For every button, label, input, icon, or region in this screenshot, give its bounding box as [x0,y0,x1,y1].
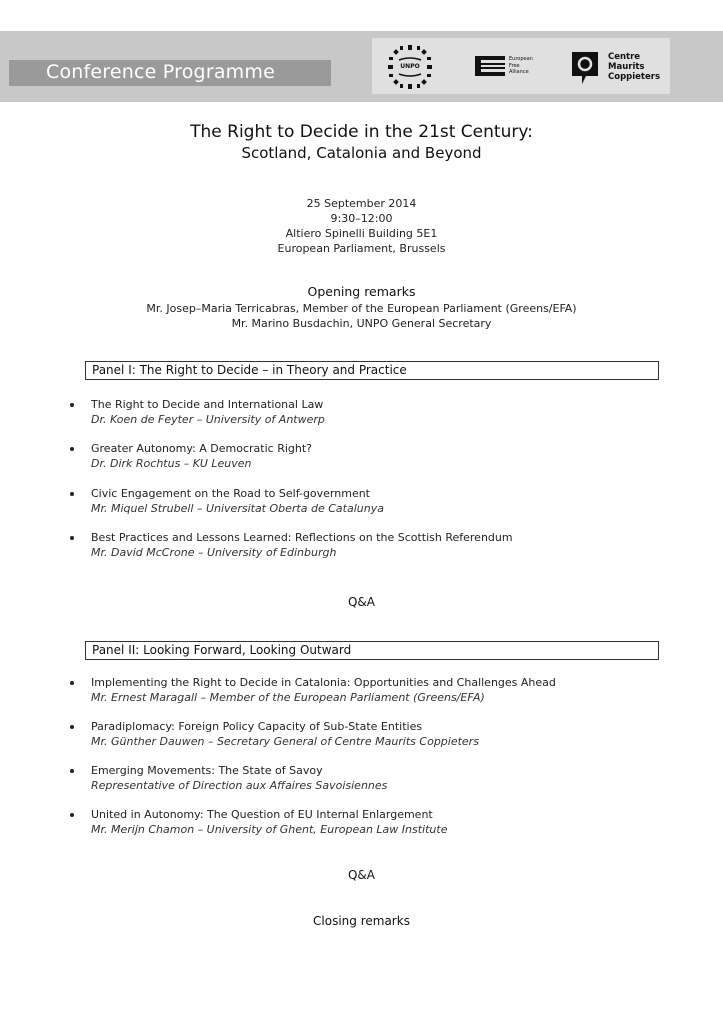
agenda-item-speaker: Mr. David McCrone – University of Edinburgh [91,546,337,559]
agenda-item-speaker: Mr. Günther Dauwen – Secretary General of Centre Maurits Coppieters [91,735,479,748]
bullet-icon [70,725,74,729]
event-building: Altiero Spinelli Building 5E1 [285,227,438,240]
agenda-item-speaker: Dr. Koen de Feyter – University of Antwerp [91,413,325,426]
bullet-icon [70,492,74,496]
bullet-icon [70,769,74,773]
cmc-logo-icon [572,50,604,86]
header-title: Conference Programme [46,61,275,83]
panel-title: Panel I: The Right to Decide – in Theory and Practice [92,363,407,377]
efa-logo-line-2: Free [509,62,520,69]
qa-label: Q&A [347,868,375,882]
efa-logo-line-3: Alliance [509,69,529,75]
agenda-item-speaker: Mr. Merijn Chamon – University of Ghent, European Law Institute [91,823,448,836]
efa-logo-icon [475,56,505,76]
bullet-icon [70,536,74,540]
agenda-item-title: Best Practices and Lessons Learned: Reflections on the Scottish Referendum [91,531,513,544]
qa-label: Q&A [347,595,375,609]
bullet-icon [70,447,74,451]
efa-logo-text [509,56,549,76]
agenda-item-speaker: Dr. Dirk Rochtus – KU Leuven [91,457,252,470]
agenda-item-speaker: Mr. Ernest Maragall – Member of the European Parliament (Greens/EFA) [91,691,485,704]
bullet-icon [70,813,74,817]
efa-logo-line-1: European [509,56,533,62]
event-venue: European Parliament, Brussels [277,242,446,255]
cmc-logo-line-3: Coppieters [608,72,661,82]
cmc-logo-line-2: Maurits [608,62,645,72]
closing-remarks: Closing remarks [313,914,410,928]
cmc-logo-line-1: Centre [608,52,641,62]
agenda-item-title: Implementing the Right to Decide in Catalonia: Opportunities and Challenges Ahead [91,676,556,689]
panel-heading-box [85,361,659,380]
agenda-item-title: Emerging Movements: The State of Savoy [91,764,323,777]
agenda-item-speaker: Mr. Miquel Strubell – Universitat Oberta de Catalunya [91,502,384,515]
event-time: 9:30–12:00 [330,212,393,225]
opening-speaker: Mr. Josep–Maria Terricabras, Member of the European Parliament (Greens/EFA) [146,302,577,315]
bullet-icon [70,681,74,685]
opening-speaker: Mr. Marino Busdachin, UNPO General Secretary [231,317,492,330]
opening-heading: Opening remarks [307,284,416,299]
document-title: The Right to Decide in the 21st Century: [190,122,533,142]
agenda-item-title: Greater Autonomy: A Democratic Right? [91,442,313,455]
agenda-item-title: Civic Engagement on the Road to Self-government [91,487,370,500]
unpo-logo-text: UNPO [400,63,420,70]
cmc-logo-text [608,52,668,82]
bullet-icon [70,403,74,407]
agenda-item-speaker: Representative of Direction aux Affaires Savoisiennes [91,779,388,792]
agenda-item-title: Paradiplomacy: Foreign Policy Capacity of Sub-State Entities [91,720,423,733]
agenda-item-title: United in Autonomy: The Question of EU Internal Enlargement [91,808,433,821]
event-date: 25 September 2014 [306,197,417,210]
panel-title: Panel II: Looking Forward, Looking Outward [92,643,352,657]
panel-heading-box [85,641,659,660]
agenda-item-title: The Right to Decide and International Law [91,398,324,411]
document-subtitle: Scotland, Catalonia and Beyond [241,144,482,162]
